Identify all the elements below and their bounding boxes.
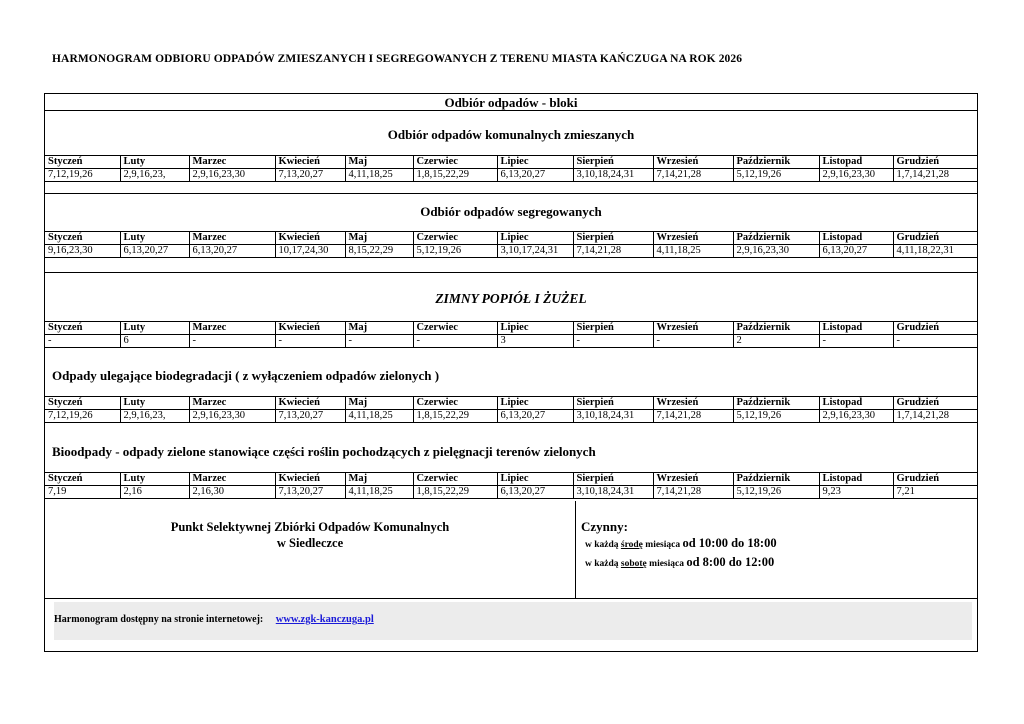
section-title-ash: ZIMNY POPIÓŁ I ŻUŻEL xyxy=(435,291,587,306)
month-label: Kwiecień xyxy=(275,232,345,245)
month-label: Styczeń xyxy=(45,397,120,410)
date-cell: - xyxy=(893,335,977,348)
hours-row-wednesday xyxy=(585,535,777,554)
months-table-segregated xyxy=(45,231,977,258)
month-label: Luty xyxy=(120,473,189,486)
date-cell: 6,13,20,27 xyxy=(189,245,275,258)
month-header-row xyxy=(45,322,977,335)
month-label: Luty xyxy=(120,232,189,245)
month-label: Styczeń xyxy=(45,473,120,486)
month-label: Maj xyxy=(345,156,413,169)
date-cell: 2,16 xyxy=(120,486,189,499)
page-title: HARMONOGRAM ODBIORU ODPADÓW ZMIESZANYCH I SEGREGOWANYCH Z TERENU MIASTA KAŃCZUGA NA ROK 2026 xyxy=(52,53,743,65)
divider xyxy=(45,193,977,194)
month-label: Grudzień xyxy=(893,232,977,245)
opening-hours xyxy=(581,519,777,573)
date-cell: 7,13,20,27 xyxy=(275,169,345,182)
date-cell: 2,9,16,23,30 xyxy=(733,245,819,258)
section-title-mixed: Odbiór odpadów komunalnych zmieszanych xyxy=(387,127,635,142)
date-cell: 5,12,19,26 xyxy=(733,410,819,423)
month-label: Styczeń xyxy=(45,156,120,169)
date-cell: 7,14,21,28 xyxy=(573,245,653,258)
month-label: Marzec xyxy=(189,473,275,486)
date-cell: 6,13,20,27 xyxy=(497,486,573,499)
month-label: Maj xyxy=(345,473,413,486)
hours-time: od 10:00 do 18:00 xyxy=(682,536,777,550)
month-label: Kwiecień xyxy=(275,473,345,486)
date-cell: 2,9,16,23, xyxy=(120,169,189,182)
date-cell: - xyxy=(573,335,653,348)
date-cell: 7,14,21,28 xyxy=(653,169,733,182)
hours-mid: miesiąca xyxy=(645,540,681,550)
footer xyxy=(54,602,972,640)
date-cell: 2,16,30 xyxy=(189,486,275,499)
schedule-frame xyxy=(44,93,978,652)
divider xyxy=(45,598,977,599)
date-cell: - xyxy=(275,335,345,348)
month-label: Sierpień xyxy=(573,156,653,169)
pszok-panel xyxy=(45,501,576,598)
month-label: Wrzesień xyxy=(653,397,733,410)
month-label: Czerwiec xyxy=(413,397,497,410)
date-cell: 4,11,18,25 xyxy=(345,486,413,499)
month-label: Styczeń xyxy=(45,322,120,335)
divider xyxy=(45,110,977,111)
month-label: Styczeń xyxy=(45,232,120,245)
months-table-mixed xyxy=(45,155,977,182)
month-label: Marzec xyxy=(189,397,275,410)
month-label: Wrzesień xyxy=(653,156,733,169)
date-cell: 1,7,14,21,28 xyxy=(893,169,977,182)
month-label: Grudzień xyxy=(893,473,977,486)
month-header-row xyxy=(45,156,977,169)
month-label: Listopad xyxy=(819,473,893,486)
month-label: Październik xyxy=(733,473,819,486)
month-label: Grudzień xyxy=(893,156,977,169)
month-label: Marzec xyxy=(189,322,275,335)
month-label: Czerwiec xyxy=(413,232,497,245)
date-cell: 3,10,17,24,31 xyxy=(497,245,573,258)
month-label: Lipiec xyxy=(497,232,573,245)
month-header-row xyxy=(45,473,977,486)
divider xyxy=(45,272,977,273)
section-title-bio: Odpady ulegające biodegradacji ( z wyłączeniem odpadów zielonych ) xyxy=(52,368,440,383)
date-cell: 1,7,14,21,28 xyxy=(893,410,977,423)
date-cell: 3,10,18,24,31 xyxy=(573,486,653,499)
hours-day: środę xyxy=(620,540,643,550)
date-cell: - xyxy=(189,335,275,348)
month-label: Wrzesień xyxy=(653,232,733,245)
date-cell: - xyxy=(653,335,733,348)
date-cell: 2,9,16,23,30 xyxy=(819,169,893,182)
month-label: Listopad xyxy=(819,397,893,410)
date-cell: 7,12,19,26 xyxy=(45,410,120,423)
month-label: Marzec xyxy=(189,156,275,169)
date-cell: 2,9,16,23,30 xyxy=(819,410,893,423)
month-label: Czerwiec xyxy=(413,156,497,169)
date-cell: 5,12,19,26 xyxy=(733,169,819,182)
month-label: Listopad xyxy=(819,156,893,169)
date-cell: 6,13,20,27 xyxy=(120,245,189,258)
month-label: Kwiecień xyxy=(275,322,345,335)
month-label: Kwiecień xyxy=(275,156,345,169)
date-cell: 8,15,22,29 xyxy=(345,245,413,258)
month-label: Listopad xyxy=(819,232,893,245)
date-cell: 5,12,19,26 xyxy=(733,486,819,499)
date-cell: 3,10,18,24,31 xyxy=(573,410,653,423)
month-label: Czerwiec xyxy=(413,473,497,486)
month-label: Maj xyxy=(345,232,413,245)
month-label: Październik xyxy=(733,397,819,410)
dates-row xyxy=(45,245,977,258)
date-cell: 7,12,19,26 xyxy=(45,169,120,182)
date-cell: 1,8,15,22,29 xyxy=(413,410,497,423)
hours-time: od 8:00 do 12:00 xyxy=(686,555,775,569)
month-label: Sierpień xyxy=(573,473,653,486)
months-table-ash xyxy=(45,321,977,348)
date-cell: 6,13,20,27 xyxy=(819,245,893,258)
date-cell: 1,8,15,22,29 xyxy=(413,486,497,499)
month-label: Lipiec xyxy=(497,473,573,486)
date-cell: 5,12,19,26 xyxy=(413,245,497,258)
date-cell: - xyxy=(413,335,497,348)
date-cell: 7,21 xyxy=(893,486,977,499)
month-label: Październik xyxy=(733,322,819,335)
hours-row-saturday xyxy=(585,554,777,573)
month-label: Lipiec xyxy=(497,156,573,169)
footer-label: Harmonogram dostępny na stronie internetowej: xyxy=(54,614,264,625)
months-table-green xyxy=(45,472,977,499)
date-cell: 7,13,20,27 xyxy=(275,486,345,499)
date-cell: 9,23 xyxy=(819,486,893,499)
month-label: Wrzesień xyxy=(653,322,733,335)
date-cell: - xyxy=(819,335,893,348)
date-cell: 3 xyxy=(497,335,573,348)
section-header: Odbiór odpadów - bloki xyxy=(444,95,578,110)
date-cell: 6,13,20,27 xyxy=(497,169,573,182)
month-label: Luty xyxy=(120,322,189,335)
date-cell: 7,14,21,28 xyxy=(653,410,733,423)
month-label: Luty xyxy=(120,156,189,169)
month-label: Sierpień xyxy=(573,232,653,245)
pszok-line-1: Punkt Selektywnej Zbiórki Odpadów Komunalnych xyxy=(170,520,450,534)
date-cell: 10,17,24,30 xyxy=(275,245,345,258)
month-label: Listopad xyxy=(819,322,893,335)
date-cell: 6 xyxy=(120,335,189,348)
month-label: Sierpień xyxy=(573,397,653,410)
month-label: Wrzesień xyxy=(653,473,733,486)
hours-mid: miesiąca xyxy=(649,559,684,569)
date-cell: - xyxy=(345,335,413,348)
hours-prefix: w każdą xyxy=(585,559,619,569)
month-label: Luty xyxy=(120,397,189,410)
date-cell: 7,13,20,27 xyxy=(275,410,345,423)
hours-day: sobotę xyxy=(620,559,647,569)
date-cell: 2,9,16,23,30 xyxy=(189,169,275,182)
months-table-bio xyxy=(45,396,977,423)
date-cell: 7,19 xyxy=(45,486,120,499)
month-label: Październik xyxy=(733,156,819,169)
section-title-segregated: Odbiór odpadów segregowanych xyxy=(420,204,602,219)
month-label: Kwiecień xyxy=(275,397,345,410)
hours-title: Czynny: xyxy=(581,519,628,534)
date-cell: 9,16,23,30 xyxy=(45,245,120,258)
date-cell: 4,11,18,25 xyxy=(345,169,413,182)
date-cell: 6,13,20,27 xyxy=(497,410,573,423)
date-cell: 3,10,18,24,31 xyxy=(573,169,653,182)
dates-row xyxy=(45,169,977,182)
date-cell: 2,9,16,23, xyxy=(120,410,189,423)
pszok-name xyxy=(45,519,575,551)
dates-row xyxy=(45,410,977,423)
date-cell: - xyxy=(45,335,120,348)
website-link[interactable]: www.zgk-kanczuga.pl xyxy=(275,614,374,625)
date-cell: 2,9,16,23,30 xyxy=(189,410,275,423)
pszok-line-2: w Siedleczce xyxy=(276,536,344,550)
month-label: Maj xyxy=(345,322,413,335)
month-label: Lipiec xyxy=(497,322,573,335)
dates-row xyxy=(45,335,977,348)
footer-text xyxy=(54,614,374,625)
month-header-row xyxy=(45,397,977,410)
month-label: Lipiec xyxy=(497,397,573,410)
date-cell: 1,8,15,22,29 xyxy=(413,169,497,182)
date-cell: 2 xyxy=(733,335,819,348)
month-label: Październik xyxy=(733,232,819,245)
month-label: Maj xyxy=(345,397,413,410)
date-cell: 7,14,21,28 xyxy=(653,486,733,499)
month-label: Grudzień xyxy=(893,397,977,410)
month-header-row xyxy=(45,232,977,245)
month-label: Czerwiec xyxy=(413,322,497,335)
month-label: Marzec xyxy=(189,232,275,245)
date-cell: 4,11,18,25 xyxy=(345,410,413,423)
date-cell: 4,11,18,22,31 xyxy=(893,245,977,258)
hours-prefix: w każdą xyxy=(585,540,619,550)
month-label: Grudzień xyxy=(893,322,977,335)
month-label: Sierpień xyxy=(573,322,653,335)
section-title-green: Bioodpady - odpady zielone stanowiące części roślin pochodzących z pielęgnacji terenów zielonych xyxy=(52,444,596,459)
dates-row xyxy=(45,486,977,499)
date-cell: 4,11,18,25 xyxy=(653,245,733,258)
